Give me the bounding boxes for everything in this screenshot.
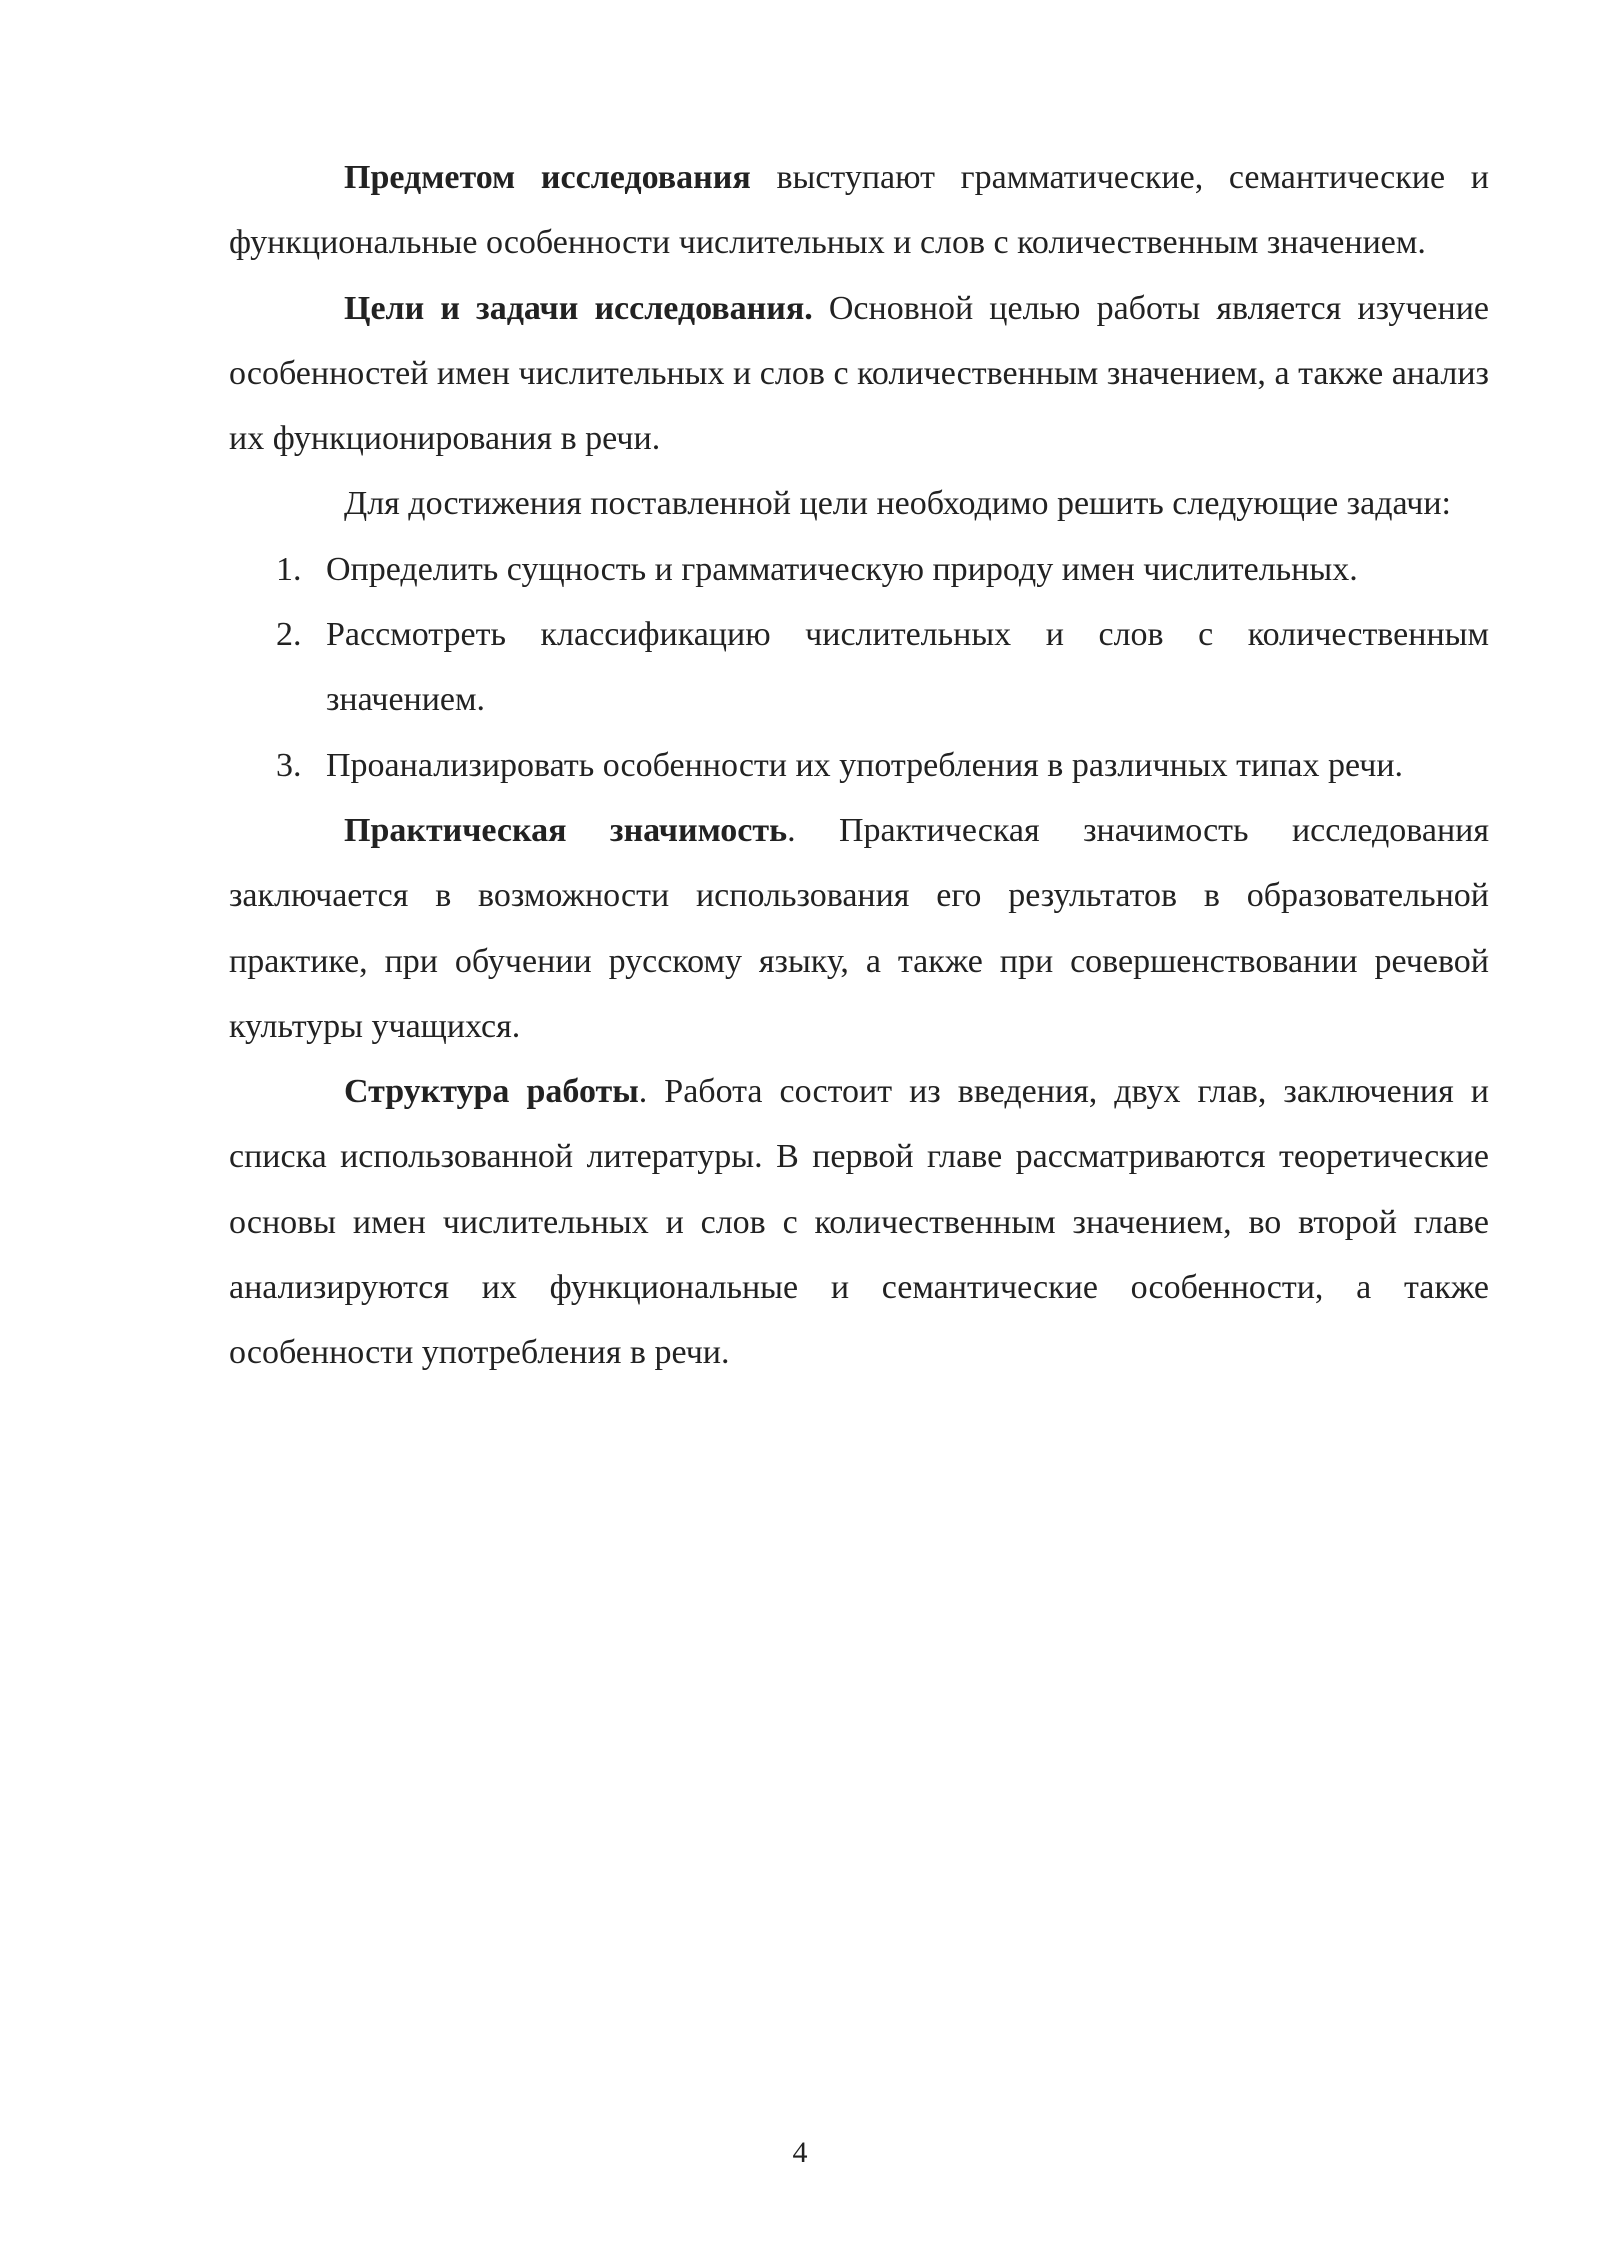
- paragraph-subject: [229, 145, 1489, 276]
- list-item: [229, 733, 1489, 798]
- paragraph-heading: Цели и задачи исследования.: [344, 289, 813, 327]
- paragraph-text: . Практическая значимость исследования заключается в возможности использования его результатов в образовательной практике, при обучении русскому языку, а также при совершенствовании речевой культуры учащихся.: [229, 811, 1489, 1045]
- paragraph-structure: [229, 1059, 1489, 1385]
- paragraph-practical: [229, 798, 1489, 1059]
- paragraph-text: выступают грамматические, семантические и функциональные особенности числительных и слов с количественным значением.: [229, 159, 1489, 262]
- page-number: 4: [792, 2136, 808, 2169]
- paragraph-heading: Структура работы: [344, 1073, 639, 1111]
- list-item-number: 1.: [276, 550, 302, 588]
- paragraph-text: . Работа состоит из введения, двух глав, заключения и списка использованной литературы. В первой главе рассматриваются теоретические основы имен числительных и слов с количественным значением, во второй главе анализируются их функциональные и семантические особенности, а также особенности употребления в речи.: [229, 1073, 1489, 1372]
- paragraph-heading: Предметом исследования: [344, 159, 751, 196]
- paragraph-goals: [229, 276, 1489, 472]
- paragraph-tasks-intro: Для достижения поставленной цели необходимо решить следующие задачи:: [344, 485, 1451, 523]
- document-body: [229, 145, 1489, 1386]
- paragraph-heading: Практическая значимость: [344, 811, 788, 849]
- list-item-text: Определить сущность и грамматическую природу имен числительных.: [326, 550, 1358, 588]
- list-item-text: Рассмотреть классификацию числительных и слов с количественным значением.: [326, 616, 1489, 719]
- list-item: [229, 602, 1489, 733]
- list-item: [229, 537, 1489, 602]
- list-item-number: 2.: [276, 616, 302, 654]
- list-item-text: Проанализировать особенности их употребления в различных типах речи.: [326, 746, 1404, 784]
- paragraph-text: Основной целью работы является изучение особенностей имен числительных и слов с количественным значением, а также анализ их функционирования в речи.: [229, 289, 1489, 458]
- tasks-list: [229, 537, 1489, 798]
- list-item-number: 3.: [276, 746, 302, 784]
